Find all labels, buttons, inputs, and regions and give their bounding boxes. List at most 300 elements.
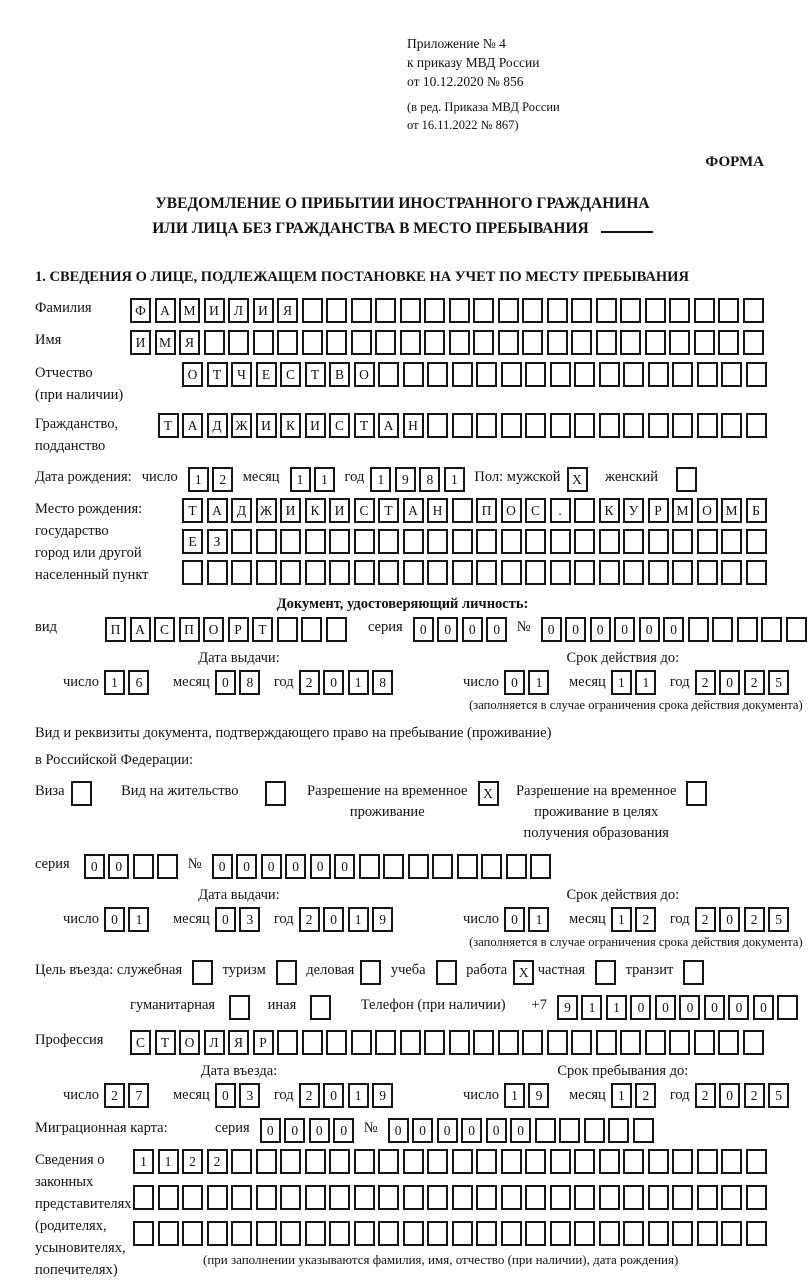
form-cell[interactable]: 0 [510, 1118, 531, 1143]
form-cell[interactable]: 9 [528, 1083, 549, 1108]
form-cell[interactable]: 0 [84, 854, 105, 879]
form-cell[interactable] [359, 854, 380, 879]
form-cell[interactable]: И [130, 330, 151, 355]
form-cell[interactable]: Р [228, 617, 249, 642]
form-cell[interactable]: 2 [695, 670, 716, 695]
form-cell[interactable] [452, 1221, 473, 1246]
form-cell[interactable] [354, 1221, 375, 1246]
form-cell[interactable]: В [329, 362, 350, 387]
form-cell[interactable] [697, 413, 718, 438]
form-cell[interactable]: Ч [231, 362, 252, 387]
form-cell[interactable] [326, 298, 347, 323]
form-cell[interactable] [672, 1221, 693, 1246]
form-cell[interactable] [697, 529, 718, 554]
form-cell[interactable] [71, 781, 92, 806]
form-cell[interactable]: 2 [744, 1083, 765, 1108]
form-cell[interactable] [329, 1149, 350, 1174]
form-cell[interactable] [452, 1185, 473, 1210]
form-cell[interactable] [256, 1221, 277, 1246]
form-cell[interactable]: Я [179, 330, 200, 355]
form-cell[interactable]: Е [256, 362, 277, 387]
form-cell[interactable] [329, 560, 350, 585]
form-cell[interactable] [645, 330, 666, 355]
form-cell[interactable] [669, 298, 690, 323]
form-cell[interactable]: 0 [663, 617, 684, 642]
form-cell[interactable]: 2 [299, 670, 320, 695]
form-cell[interactable] [452, 529, 473, 554]
form-cell[interactable]: 0 [719, 907, 740, 932]
form-cell[interactable] [277, 330, 298, 355]
form-cell[interactable] [743, 330, 764, 355]
form-cell[interactable]: 0 [753, 995, 774, 1020]
form-cell[interactable]: 0 [437, 1118, 458, 1143]
form-cell[interactable] [302, 330, 323, 355]
form-cell[interactable] [574, 529, 595, 554]
form-cell[interactable] [712, 617, 733, 642]
form-cell[interactable] [427, 413, 448, 438]
form-cell[interactable] [535, 1118, 556, 1143]
form-cell[interactable]: 0 [704, 995, 725, 1020]
form-cell[interactable]: 2 [695, 907, 716, 932]
form-cell[interactable]: 7 [128, 1083, 149, 1108]
form-cell[interactable] [721, 1149, 742, 1174]
form-cell[interactable] [280, 1149, 301, 1174]
form-cell[interactable] [501, 1185, 522, 1210]
form-cell[interactable]: Я [277, 298, 298, 323]
form-cell[interactable]: 2 [182, 1149, 203, 1174]
form-cell[interactable] [427, 362, 448, 387]
form-cell[interactable] [501, 1221, 522, 1246]
form-cell[interactable] [694, 298, 715, 323]
form-cell[interactable]: Л [204, 1030, 225, 1055]
form-cell[interactable]: Е [182, 529, 203, 554]
form-cell[interactable]: 1 [504, 1083, 525, 1108]
form-cell[interactable] [400, 330, 421, 355]
form-cell[interactable] [522, 330, 543, 355]
form-cell[interactable] [501, 529, 522, 554]
form-cell[interactable] [383, 854, 404, 879]
form-cell[interactable] [506, 854, 527, 879]
form-cell[interactable]: 9 [395, 467, 416, 492]
form-cell[interactable]: 2 [744, 670, 765, 695]
form-cell[interactable] [547, 298, 568, 323]
form-cell[interactable] [648, 529, 669, 554]
form-cell[interactable] [525, 413, 546, 438]
form-cell[interactable] [525, 529, 546, 554]
form-cell[interactable]: 2 [635, 907, 656, 932]
form-cell[interactable]: И [305, 413, 326, 438]
form-cell[interactable]: 2 [299, 1083, 320, 1108]
form-cell[interactable]: Т [378, 498, 399, 523]
form-cell[interactable] [669, 1030, 690, 1055]
form-cell[interactable] [620, 330, 641, 355]
form-cell[interactable]: X [478, 781, 499, 806]
form-cell[interactable] [786, 617, 807, 642]
form-cell[interactable] [672, 560, 693, 585]
form-cell[interactable]: 1 [314, 467, 335, 492]
form-cell[interactable]: Л [228, 298, 249, 323]
form-cell[interactable]: М [179, 298, 200, 323]
form-cell[interactable]: 0 [260, 1118, 281, 1143]
form-cell[interactable]: 0 [413, 617, 434, 642]
form-cell[interactable] [522, 298, 543, 323]
form-cell[interactable] [452, 413, 473, 438]
form-cell[interactable]: 1 [348, 670, 369, 695]
form-cell[interactable] [375, 1030, 396, 1055]
form-cell[interactable] [648, 1185, 669, 1210]
form-cell[interactable] [525, 1149, 546, 1174]
form-cell[interactable]: 1 [348, 1083, 369, 1108]
form-cell[interactable] [403, 560, 424, 585]
form-cell[interactable]: 0 [284, 1118, 305, 1143]
form-cell[interactable]: X [513, 960, 534, 985]
form-cell[interactable] [158, 1221, 179, 1246]
form-cell[interactable] [354, 529, 375, 554]
form-cell[interactable]: М [721, 498, 742, 523]
form-cell[interactable] [718, 330, 739, 355]
form-cell[interactable]: П [179, 617, 200, 642]
form-cell[interactable] [686, 781, 707, 806]
form-cell[interactable] [408, 854, 429, 879]
form-cell[interactable] [623, 1185, 644, 1210]
form-cell[interactable] [550, 1185, 571, 1210]
form-cell[interactable] [231, 1185, 252, 1210]
form-cell[interactable] [302, 298, 323, 323]
form-cell[interactable]: А [155, 298, 176, 323]
form-cell[interactable]: Ж [256, 498, 277, 523]
form-cell[interactable]: М [672, 498, 693, 523]
form-cell[interactable] [501, 362, 522, 387]
form-cell[interactable] [280, 1185, 301, 1210]
form-cell[interactable] [697, 1149, 718, 1174]
form-cell[interactable] [378, 529, 399, 554]
form-cell[interactable] [378, 560, 399, 585]
form-cell[interactable]: 1 [611, 907, 632, 932]
form-cell[interactable] [697, 1221, 718, 1246]
form-cell[interactable] [354, 1185, 375, 1210]
form-cell[interactable]: И [329, 498, 350, 523]
form-cell[interactable] [280, 529, 301, 554]
form-cell[interactable]: 0 [215, 907, 236, 932]
form-cell[interactable]: О [179, 1030, 200, 1055]
form-cell[interactable] [157, 854, 178, 879]
form-cell[interactable]: 0 [333, 1118, 354, 1143]
form-cell[interactable]: Т [158, 413, 179, 438]
form-cell[interactable] [574, 362, 595, 387]
form-cell[interactable] [256, 529, 277, 554]
form-cell[interactable]: 9 [372, 907, 393, 932]
form-cell[interactable]: 0 [215, 670, 236, 695]
form-cell[interactable] [599, 362, 620, 387]
form-cell[interactable] [473, 298, 494, 323]
form-cell[interactable]: З [207, 529, 228, 554]
form-cell[interactable]: Р [253, 1030, 274, 1055]
form-cell[interactable]: 0 [236, 854, 257, 879]
form-cell[interactable]: 9 [372, 1083, 393, 1108]
form-cell[interactable] [761, 617, 782, 642]
form-cell[interactable] [378, 362, 399, 387]
form-cell[interactable]: 0 [323, 1083, 344, 1108]
form-cell[interactable]: 0 [462, 617, 483, 642]
form-cell[interactable]: 8 [372, 670, 393, 695]
form-cell[interactable] [777, 995, 798, 1020]
form-cell[interactable] [743, 298, 764, 323]
form-cell[interactable]: 0 [388, 1118, 409, 1143]
form-cell[interactable] [746, 1221, 767, 1246]
form-cell[interactable] [378, 1221, 399, 1246]
form-cell[interactable]: 0 [486, 617, 507, 642]
form-cell[interactable] [697, 362, 718, 387]
form-cell[interactable] [449, 1030, 470, 1055]
form-cell[interactable] [253, 330, 274, 355]
form-cell[interactable]: 1 [133, 1149, 154, 1174]
form-cell[interactable] [608, 1118, 629, 1143]
form-cell[interactable] [599, 529, 620, 554]
form-cell[interactable]: . [550, 498, 571, 523]
form-cell[interactable]: 0 [437, 617, 458, 642]
form-cell[interactable] [182, 1185, 203, 1210]
form-cell[interactable] [648, 1149, 669, 1174]
form-cell[interactable] [672, 1149, 693, 1174]
form-cell[interactable] [207, 560, 228, 585]
form-cell[interactable]: 1 [290, 467, 311, 492]
form-cell[interactable] [360, 960, 381, 985]
form-cell[interactable] [672, 362, 693, 387]
form-cell[interactable] [326, 1030, 347, 1055]
form-cell[interactable] [351, 1030, 372, 1055]
form-cell[interactable] [375, 298, 396, 323]
form-cell[interactable] [574, 1149, 595, 1174]
form-cell[interactable] [400, 298, 421, 323]
form-cell[interactable] [645, 298, 666, 323]
form-cell[interactable]: 0 [215, 1083, 236, 1108]
form-cell[interactable] [452, 362, 473, 387]
form-cell[interactable]: 2 [695, 1083, 716, 1108]
form-cell[interactable]: К [599, 498, 620, 523]
form-cell[interactable]: 0 [630, 995, 651, 1020]
form-cell[interactable]: И [253, 298, 274, 323]
form-cell[interactable] [574, 413, 595, 438]
form-cell[interactable] [427, 529, 448, 554]
form-cell[interactable] [427, 1221, 448, 1246]
form-cell[interactable] [427, 1185, 448, 1210]
form-cell[interactable] [432, 854, 453, 879]
form-cell[interactable]: 1 [188, 467, 209, 492]
form-cell[interactable] [596, 298, 617, 323]
form-cell[interactable]: О [501, 498, 522, 523]
form-cell[interactable] [351, 298, 372, 323]
form-cell[interactable] [473, 1030, 494, 1055]
form-cell[interactable] [449, 330, 470, 355]
form-cell[interactable] [427, 560, 448, 585]
form-cell[interactable] [204, 330, 225, 355]
form-cell[interactable]: 5 [768, 1083, 789, 1108]
form-cell[interactable] [683, 960, 704, 985]
form-cell[interactable] [498, 330, 519, 355]
form-cell[interactable]: О [697, 498, 718, 523]
form-cell[interactable] [424, 1030, 445, 1055]
form-cell[interactable] [721, 1221, 742, 1246]
form-cell[interactable]: 2 [212, 467, 233, 492]
form-cell[interactable]: 0 [461, 1118, 482, 1143]
form-cell[interactable]: 1 [348, 907, 369, 932]
form-cell[interactable] [436, 960, 457, 985]
form-cell[interactable]: 1 [611, 670, 632, 695]
form-cell[interactable] [574, 560, 595, 585]
form-cell[interactable]: Т [155, 1030, 176, 1055]
form-cell[interactable] [648, 560, 669, 585]
form-cell[interactable]: 2 [299, 907, 320, 932]
form-cell[interactable] [158, 1185, 179, 1210]
form-cell[interactable] [648, 413, 669, 438]
form-cell[interactable]: 8 [239, 670, 260, 695]
form-cell[interactable] [574, 1185, 595, 1210]
form-cell[interactable]: 1 [104, 670, 125, 695]
form-cell[interactable]: 0 [261, 854, 282, 879]
form-cell[interactable] [228, 330, 249, 355]
form-cell[interactable] [427, 1149, 448, 1174]
form-cell[interactable]: 1 [370, 467, 391, 492]
form-cell[interactable] [476, 529, 497, 554]
form-cell[interactable]: Д [207, 413, 228, 438]
form-cell[interactable]: О [182, 362, 203, 387]
form-cell[interactable] [501, 560, 522, 585]
form-cell[interactable] [633, 1118, 654, 1143]
form-cell[interactable] [375, 330, 396, 355]
form-cell[interactable]: 0 [614, 617, 635, 642]
form-cell[interactable] [599, 413, 620, 438]
form-cell[interactable] [525, 1221, 546, 1246]
form-cell[interactable]: 5 [768, 907, 789, 932]
form-cell[interactable] [231, 1221, 252, 1246]
form-cell[interactable] [721, 1185, 742, 1210]
form-cell[interactable] [721, 413, 742, 438]
form-cell[interactable]: С [130, 1030, 151, 1055]
form-cell[interactable] [550, 362, 571, 387]
form-cell[interactable]: 0 [719, 1083, 740, 1108]
form-cell[interactable] [133, 1221, 154, 1246]
form-cell[interactable] [501, 413, 522, 438]
form-cell[interactable]: 1 [158, 1149, 179, 1174]
form-cell[interactable]: 0 [719, 670, 740, 695]
form-cell[interactable] [645, 1030, 666, 1055]
form-cell[interactable]: 0 [323, 670, 344, 695]
form-cell[interactable]: 2 [104, 1083, 125, 1108]
form-cell[interactable] [476, 1149, 497, 1174]
form-cell[interactable] [620, 298, 641, 323]
form-cell[interactable] [697, 560, 718, 585]
form-cell[interactable] [550, 1149, 571, 1174]
form-cell[interactable] [277, 1030, 298, 1055]
form-cell[interactable] [403, 362, 424, 387]
form-cell[interactable]: К [280, 413, 301, 438]
form-cell[interactable] [256, 1185, 277, 1210]
form-cell[interactable] [596, 1030, 617, 1055]
form-cell[interactable] [595, 960, 616, 985]
form-cell[interactable] [351, 330, 372, 355]
form-cell[interactable]: 0 [104, 907, 125, 932]
form-cell[interactable] [403, 1221, 424, 1246]
form-cell[interactable] [305, 560, 326, 585]
form-cell[interactable] [182, 1221, 203, 1246]
form-cell[interactable] [547, 330, 568, 355]
form-cell[interactable] [207, 1221, 228, 1246]
form-cell[interactable] [476, 560, 497, 585]
form-cell[interactable]: Р [648, 498, 669, 523]
form-cell[interactable]: О [203, 617, 224, 642]
form-cell[interactable] [329, 529, 350, 554]
form-cell[interactable]: 2 [744, 907, 765, 932]
form-cell[interactable]: О [354, 362, 375, 387]
form-cell[interactable] [276, 960, 297, 985]
form-cell[interactable]: И [204, 298, 225, 323]
form-cell[interactable]: 6 [128, 670, 149, 695]
form-cell[interactable]: 0 [541, 617, 562, 642]
form-cell[interactable] [648, 1221, 669, 1246]
form-cell[interactable] [498, 1030, 519, 1055]
form-cell[interactable]: Н [427, 498, 448, 523]
form-cell[interactable] [192, 960, 213, 985]
form-cell[interactable] [229, 995, 250, 1020]
form-cell[interactable] [584, 1118, 605, 1143]
form-cell[interactable] [133, 1185, 154, 1210]
form-cell[interactable] [648, 362, 669, 387]
form-cell[interactable]: 0 [108, 854, 129, 879]
form-cell[interactable] [672, 529, 693, 554]
form-cell[interactable]: С [329, 413, 350, 438]
form-cell[interactable] [476, 362, 497, 387]
form-cell[interactable] [530, 854, 551, 879]
form-cell[interactable]: 0 [486, 1118, 507, 1143]
form-cell[interactable]: 2 [635, 1083, 656, 1108]
form-cell[interactable] [559, 1118, 580, 1143]
form-cell[interactable]: Д [231, 498, 252, 523]
form-cell[interactable] [457, 854, 478, 879]
form-cell[interactable] [672, 1185, 693, 1210]
form-cell[interactable] [498, 298, 519, 323]
form-cell[interactable]: 9 [557, 995, 578, 1020]
form-cell[interactable]: 0 [310, 854, 331, 879]
form-cell[interactable] [501, 1149, 522, 1174]
form-cell[interactable]: 0 [412, 1118, 433, 1143]
form-cell[interactable] [620, 1030, 641, 1055]
form-cell[interactable]: Т [252, 617, 273, 642]
form-cell[interactable]: П [105, 617, 126, 642]
form-cell[interactable]: С [525, 498, 546, 523]
form-cell[interactable] [623, 1149, 644, 1174]
form-cell[interactable] [329, 1185, 350, 1210]
form-cell[interactable] [746, 1185, 767, 1210]
form-cell[interactable] [623, 1221, 644, 1246]
form-cell[interactable] [721, 560, 742, 585]
form-cell[interactable] [697, 1185, 718, 1210]
form-cell[interactable] [305, 1149, 326, 1174]
form-cell[interactable] [476, 1221, 497, 1246]
form-cell[interactable]: 0 [309, 1118, 330, 1143]
form-cell[interactable]: А [130, 617, 151, 642]
form-cell[interactable] [694, 330, 715, 355]
form-cell[interactable]: 2 [207, 1149, 228, 1174]
form-cell[interactable]: М [155, 330, 176, 355]
form-cell[interactable] [574, 1221, 595, 1246]
form-cell[interactable]: К [305, 498, 326, 523]
form-cell[interactable] [571, 298, 592, 323]
form-cell[interactable] [476, 1185, 497, 1210]
form-cell[interactable]: А [182, 413, 203, 438]
form-cell[interactable]: 1 [444, 467, 465, 492]
form-cell[interactable]: С [154, 617, 175, 642]
form-cell[interactable]: 1 [581, 995, 602, 1020]
